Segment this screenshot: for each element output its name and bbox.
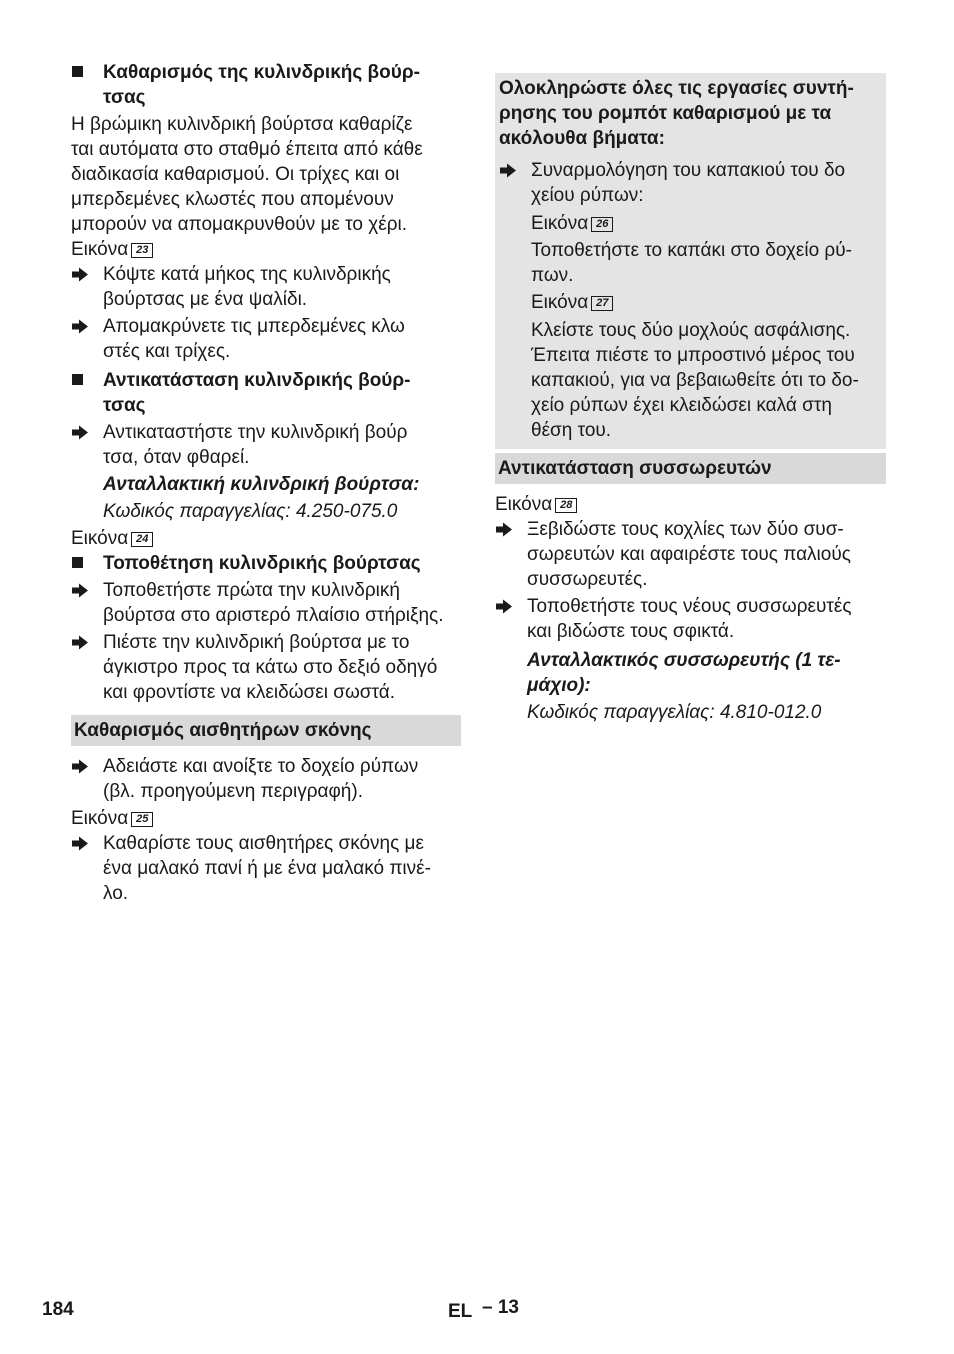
arrow-right-icon [499,163,517,178]
figure-number-badge: 25 [131,812,153,827]
brush-clean-body: Η βρώμικη κυλινδρική βούρτσα καθαρίζε ται αυτόματα στο σταθμό έπειτα από κάθε διαδικασία καθαρισμού. Οι τρίχες και οι μπερδεμένες κλωστές που απομένουν μπορούν να απομακρυνθούν με το χέρι. [71,114,423,235]
language-code: EL [448,1301,473,1322]
step-assemble-lid: Συναρμολόγηση του καπακιού του δο χείου ρύπων: [499,158,882,208]
step-replace-brush: Αντικαταστήστε την κυλινδρική βούρ τσα, όταν φθαρεί. [71,420,461,470]
figure-number-badge: 24 [131,532,153,547]
arrow-right-icon [71,759,89,774]
figure-ref-28: Εικόνα 28 [495,492,886,517]
heading-brush-clean: Καθαρισμός της κυλινδρικής βούρ- τσας [71,60,461,110]
arrow-right-icon [495,599,513,614]
figure-ref-24: Εικόνα 24 [71,526,461,551]
spare-brush-order-number: Κωδικός παραγγελίας: 4.250-075.0 [103,501,398,522]
step-remove-threads: Απομακρύνετε τις μπερδεμένες κλω στές και τρίχες. [71,314,461,364]
maintenance-intro: Ολοκληρώστε όλες τις εργασίες συντή- ρησης του ρομπότ καθαρισμού με τα ακόλουθα βήματα: [499,78,854,149]
figure-ref-26: Εικόνα 26 [499,211,882,236]
section-page-number: – 13 [482,1297,519,1318]
arrow-right-icon [71,267,89,282]
figure-number-badge: 23 [131,243,153,258]
section-heading-dust-sensors: Καθαρισμός αισθητήρων σκόνης [71,715,461,746]
text-place-lid: Τοποθετήστε το καπάκι στο δοχείο ρύ- πων. [531,240,852,286]
step-unscrew-batteries: Ξεβιδώστε τους κοχλίες των δύο συσ- σωρευτών και αφαιρέστε τους παλιούς συσσωρευτές. [495,517,886,592]
square-bullet-icon [72,374,83,385]
square-bullet-icon [72,557,83,568]
arrow-right-icon [71,319,89,334]
figure-number-badge: 26 [591,217,613,232]
square-bullet-icon [72,66,83,77]
right-column [495,73,886,725]
arrow-right-icon [71,836,89,851]
page-number: 184 [42,1299,74,1320]
step-clean-sensors: Καθαρίστε τους αισθητήρες σκόνης με ένα μαλακό πανί ή με ένα μαλακό πινέ- λο. [71,831,461,906]
text-close-levers: Κλείστε τους δύο μοχλούς ασφάλισης. Έπειτα πιέστε το μπροστινό μέρος του καπακιού, για να βεβαιωθείτε ότι το δο- χείο ρύπων έχει κλειδώσει καλά στη θέση του. [531,320,859,441]
left-column [71,60,461,906]
figure-number-badge: 27 [591,296,613,311]
heading-brush-replace: Αντικατάσταση κυλινδρικής βούρ- τσας [71,368,461,418]
spare-battery-label: Ανταλλακτικός συσσωρευτής (1 τε- μάχιο): [527,650,841,696]
spare-battery-order-number: Κωδικός παραγγελίας: 4.810-012.0 [527,702,822,723]
spare-brush-label: Ανταλλακτική κυλινδρική βούρτσα: [103,474,420,495]
maintenance-box [495,73,886,449]
arrow-right-icon [71,583,89,598]
step-insert-batteries: Τοποθετήστε τους νέους συσσωρευτές και βιδώστε τους σφικτά. [495,594,886,644]
figure-ref-25: Εικόνα 25 [71,806,461,831]
figure-ref-27: Εικόνα 27 [499,290,882,315]
figure-ref-23: Εικόνα 23 [71,237,461,262]
step-insert-brush: Τοποθετήστε πρώτα την κυλινδρική βούρτσα στο αριστερό πλαίσιο στήριξης. [71,578,461,628]
step-empty-container: Αδειάστε και ανοίξτε το δοχείο ρύπων (βλ. προηγούμενη περιγραφή). [71,754,461,804]
arrow-right-icon [495,522,513,537]
arrow-right-icon [71,635,89,650]
step-press-brush: Πιέστε την κυλινδρική βούρτσα με το άγκιστρο προς τα κάτω στο δεξιό οδηγό και φροντίστε να κλειδώσει σωστά. [71,630,461,705]
arrow-right-icon [71,425,89,440]
step-cut-brush: Κόψτε κατά μήκος της κυλινδρικής βούρτσας με ένα ψαλίδι. [71,262,461,312]
figure-number-badge: 28 [555,498,577,513]
section-heading-battery-replace: Αντικατάσταση συσσωρευτών [495,453,886,484]
heading-brush-install: Τοποθέτηση κυλινδρικής βούρτσας [71,551,461,576]
